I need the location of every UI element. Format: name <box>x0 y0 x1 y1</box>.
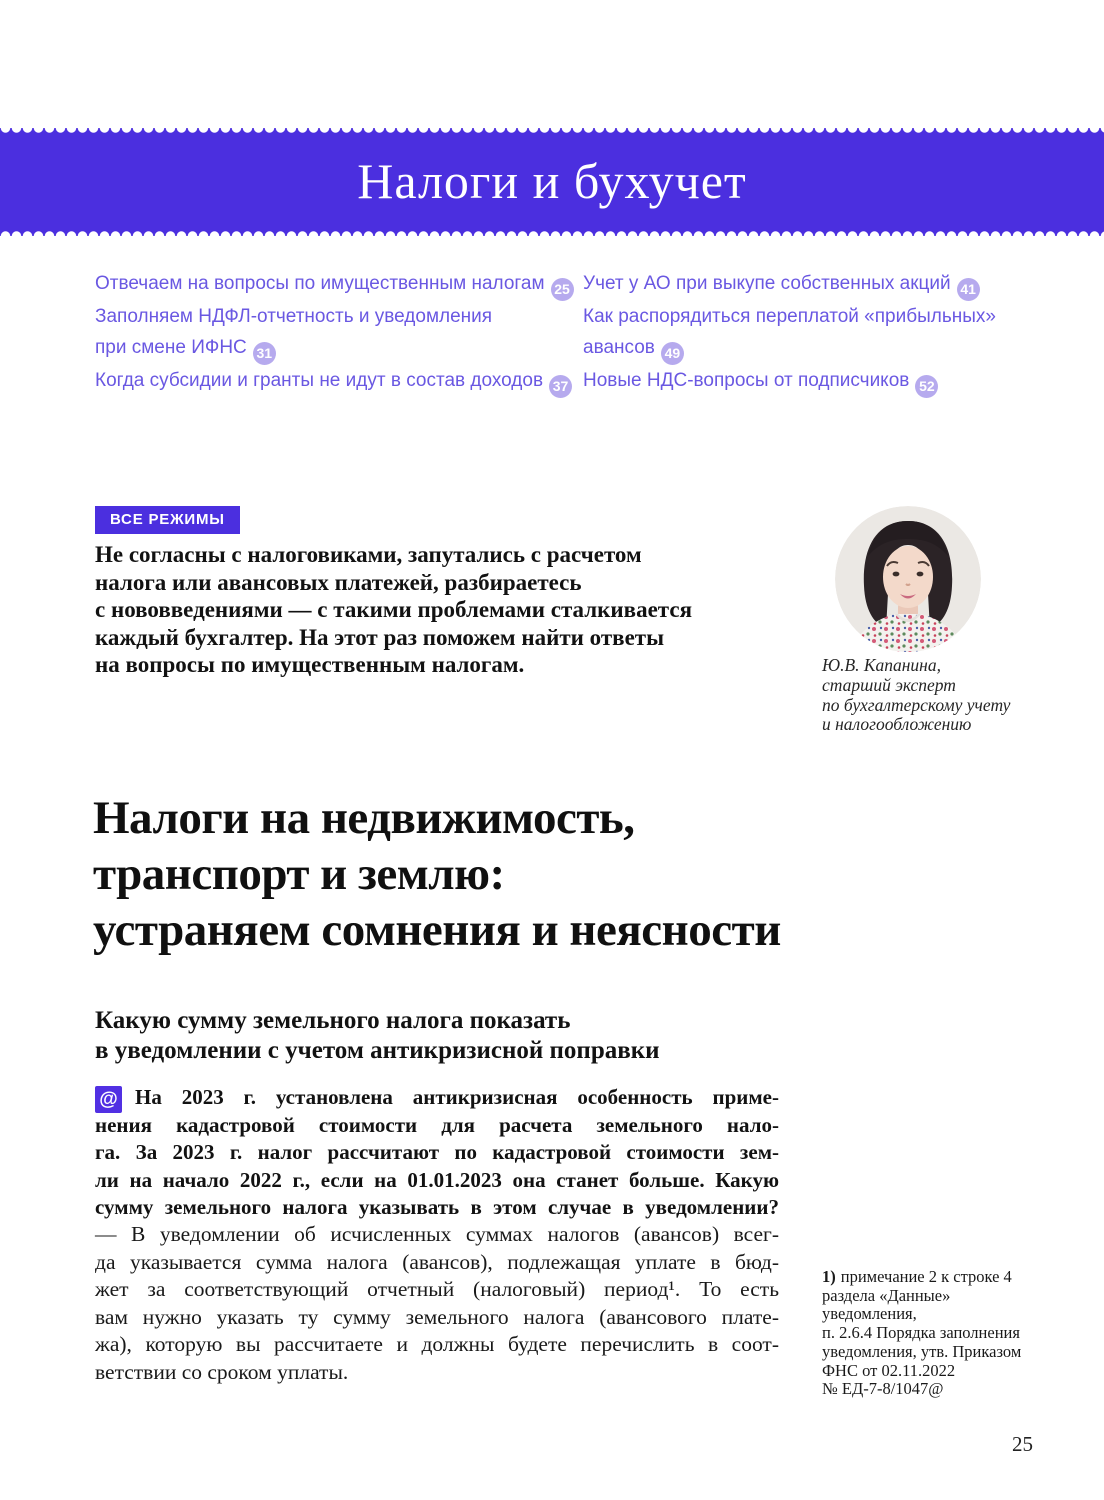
toc-page-badge[interactable]: 37 <box>549 375 572 398</box>
question-line: га. За 2023 г. налог рассчитают по кадастровой стоимости зем- <box>95 1140 779 1165</box>
article-title-line: Налоги на недвижимость, <box>93 792 635 844</box>
article-title <box>93 790 1073 958</box>
section-heading-line: в уведомлении с учетом антикризисной поправки <box>95 1036 660 1064</box>
toc-item-label: авансов <box>583 337 655 358</box>
toc-item[interactable] <box>95 332 575 365</box>
answer-line: жа), которую вы рассчитаете и должны будете перечислить в соот- <box>95 1332 779 1357</box>
toc-item[interactable] <box>95 268 575 301</box>
toc-left-column <box>95 268 575 398</box>
toc-page-badge[interactable]: 41 <box>957 278 980 301</box>
toc-item[interactable] <box>583 301 1043 332</box>
answer-paragraph <box>95 1221 779 1387</box>
question-at-icon: @ <box>95 1086 122 1113</box>
answer-line: ветствии со сроком уплаты. <box>95 1359 349 1384</box>
toc-item-label: Когда субсидии и гранты не идут в состав доходов <box>95 370 544 391</box>
toc-item-label: при смене ИФНС <box>95 337 247 358</box>
lead-line: с нововведениями — с такими проблемами сталкивается <box>95 597 693 622</box>
question-paragraph <box>95 1084 779 1222</box>
toc-right-column <box>583 268 1043 398</box>
toc-item[interactable] <box>583 332 1043 365</box>
footnote-line: ФНС от 02.11.2022 <box>822 1360 956 1380</box>
toc-item-label: Новые НДС-вопросы от подписчиков <box>583 370 910 391</box>
author-photo-illustration <box>835 506 981 652</box>
section-heading-line: Какую сумму земельного налога показать <box>95 1007 571 1034</box>
author-role-line: старший эксперт <box>822 674 956 695</box>
toc-page-badge[interactable]: 31 <box>253 342 276 365</box>
toc-page-badge[interactable]: 49 <box>661 342 684 365</box>
lead-line: налога или авансовых платежей, разбираетесь <box>95 569 582 595</box>
footnote-marker: 1) <box>822 1267 836 1286</box>
question-line: На 2023 г. установлена антикризисная особенность приме- <box>135 1085 779 1109</box>
author-name: Ю.В. Капанина, <box>822 655 941 675</box>
toc-page-badge[interactable]: 52 <box>915 375 938 398</box>
footnote-line: № ЕД-7-8/1047@ <box>822 1379 944 1399</box>
footnote-line: уведомления, утв. Приказом <box>822 1341 1022 1361</box>
footnote-line: п. 2.6.4 Порядка заполнения <box>822 1323 1020 1343</box>
lead-line: Не согласны с налоговиками, запутались с расчетом <box>95 542 642 567</box>
lead-line: каждый бухгалтер. На этот раз поможем найти ответы <box>95 624 665 650</box>
footnote-line: 1) примечание 2 к строке 4 <box>822 1267 1012 1286</box>
page-number: 25 <box>1012 1432 1033 1456</box>
toc-item[interactable] <box>583 365 1043 398</box>
author-role-line: по бухгалтерскому учету <box>822 694 1011 715</box>
toc-item[interactable] <box>583 268 1043 301</box>
answer-line: — В уведомлении об исчисленных суммах налогов (авансов) всег- <box>95 1222 779 1246</box>
section-banner <box>0 128 1104 236</box>
toc-item-label: Как распорядиться переплатой «прибыльных» <box>583 306 996 327</box>
regime-badge: ВСЕ РЕЖИМЫ <box>95 506 240 534</box>
question-line: сумму земельного налога указывать в этом случае в уведомлении? <box>95 1195 779 1220</box>
section-heading <box>95 1006 815 1065</box>
author-caption <box>822 656 1052 735</box>
toc-item[interactable] <box>95 365 575 398</box>
answer-line: вам нужно указать ту сумму земельного налога (авансового плате- <box>95 1304 779 1329</box>
answer-line: жет за соответствующий отчетный (налоговый) период¹. То есть <box>95 1277 779 1302</box>
footnote <box>822 1268 1042 1399</box>
article-title-line: транспорт и землю: <box>93 848 505 900</box>
toc-item[interactable] <box>95 301 575 332</box>
section-banner-title: Налоги и бухучет <box>357 152 747 209</box>
toc-item-label: Учет у АО при выкупе собственных акций <box>583 273 951 294</box>
toc-item-label: Заполняем НДФЛ-отчетность и уведомления <box>95 306 493 327</box>
toc-page-badge[interactable]: 25 <box>551 278 574 301</box>
question-line: нения кадастровой стоимости для расчета земельного нало- <box>95 1112 779 1137</box>
toc-item-label: Отвечаем на вопросы по имущественным налогам <box>95 273 545 294</box>
answer-line: да указывается сумма налога (авансов), подлежащая уплате в бюд- <box>95 1249 779 1274</box>
question-line: ли на начало 2022 г., если на 01.01.2023 она станет больше. Какую <box>95 1167 779 1192</box>
author-role-line: и налогообложению <box>822 714 972 735</box>
author-photo <box>835 506 981 652</box>
lead-paragraph <box>95 541 815 679</box>
footnote-line: раздела «Данные» уведомления, <box>822 1285 951 1324</box>
lead-line: на вопросы по имущественным налогам. <box>95 652 525 677</box>
article-title-line: устраняем сомнения и неясности <box>93 904 781 956</box>
